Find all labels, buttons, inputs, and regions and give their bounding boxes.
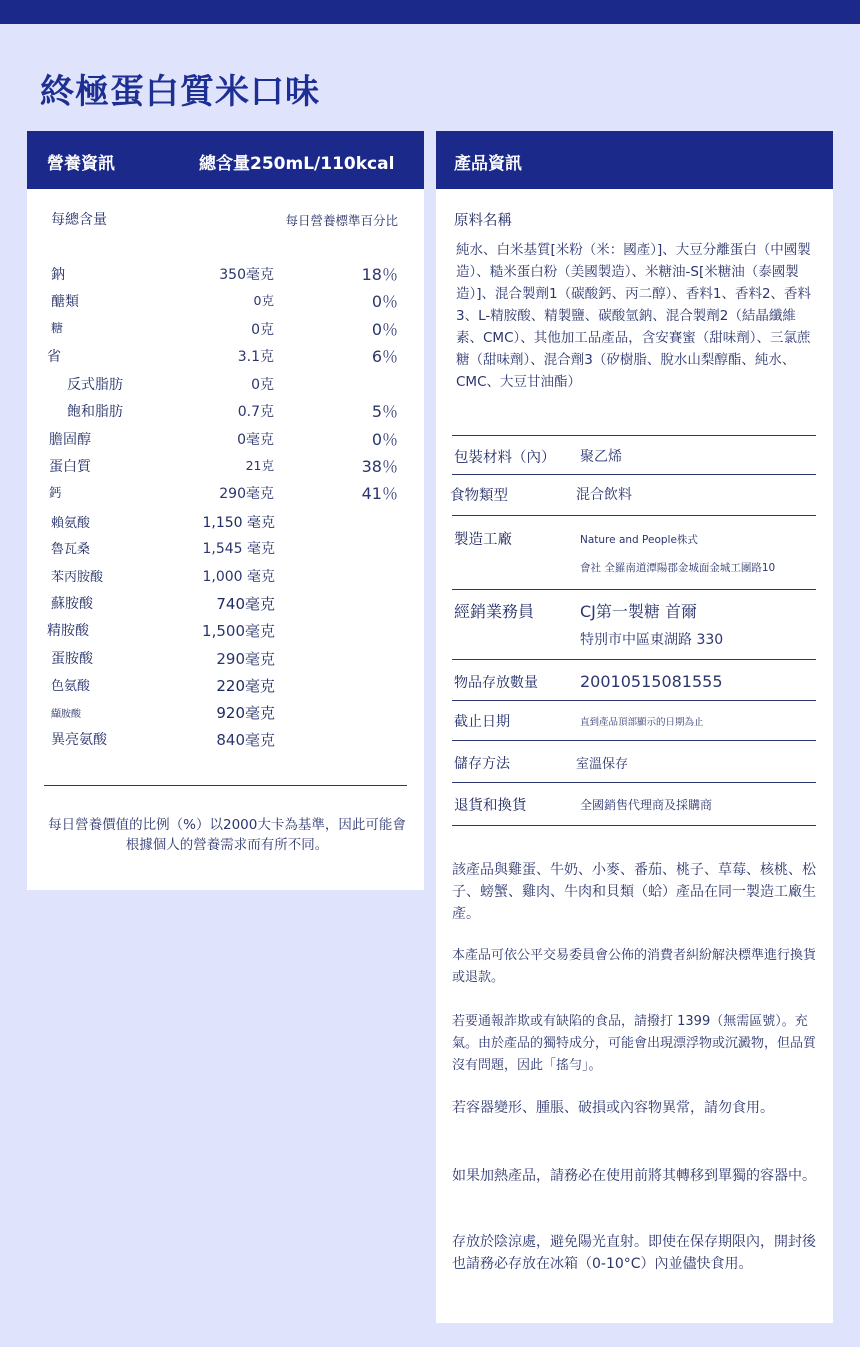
amino-acid-name: 賴氨酸 [51,516,91,531]
amino-acid-row [27,593,424,620]
nutrient-percent: 6％ [371,347,398,366]
container-note: 若容器變形、腫脹、破損或內容物異常，請勿食用。 [452,1100,774,1116]
amino-acid-amount: 220毫克 [216,677,275,695]
amino-acid-name: 魯瓦桑 [51,542,91,557]
amino-acid-amount: 1,000 毫克 [202,569,275,585]
allergen-note: 該產品與雞蛋、牛奶、小麥、番茄、桃子、草莓、核桃、松子、螃蟹、雞肉、牛肉和貝類（蛤）產品在同一製造工廠生產。 [452,862,816,922]
nutrient-percent: 5％ [371,402,398,421]
nutrient-amount: 3.1克 [237,349,274,365]
nutrient-name: 省 [47,349,61,365]
return-label: 退貨和換貨 [454,798,527,814]
nutrient-percent: 38％ [361,457,398,476]
storage-label: 儲存方法 [454,756,510,772]
info-divider [452,435,816,436]
nutrient-amount: 0毫克 [237,432,274,448]
food-type-label: 食物類型 [450,488,508,504]
distributor-value-line1: CJ第一製糖 首爾 [580,602,697,621]
info-divider [452,825,816,826]
product-header-label: 產品資訊 [454,154,522,174]
expiry-label: 截止日期 [454,714,510,730]
amino-acid-row [27,538,424,565]
nutrient-name: 糖 [51,321,64,335]
nutrient-row [27,429,424,456]
nutrient-name: 飽和脂肪 [67,404,123,420]
nutrient-percent: 0％ [371,430,398,449]
nutrition-total: 總含量250mL/110kcal [199,154,395,174]
info-divider [452,700,816,701]
stock-label: 物品存放數量 [454,675,538,691]
top-banner [0,0,860,24]
factory-value-line1: Nature and People株式 [580,534,698,546]
food-type-value: 混合飲料 [576,487,632,503]
product-panel [436,131,833,1323]
nutrition-header-label: 營養資訊 [47,154,115,174]
nutrient-row [27,291,424,318]
page-title: 終極蛋白質米口味 [40,72,320,112]
ingredients-label: 原料名稱 [454,213,512,229]
expiry-value: 直到產品頂部顯示的日期為止 [580,717,704,728]
amino-acid-row [27,512,424,539]
nutrient-percent: 18％ [361,265,398,284]
nutrient-row [27,346,424,373]
nutrient-amount: 0克 [253,293,274,308]
amino-acid-name: 異亮氨酸 [51,732,107,748]
distributor-value-line2: 特別市中區東湖路 330 [580,632,724,648]
heating-note: 如果加熱產品，請務必在使用前將其轉移到單獨的容器中。 [452,1168,816,1184]
stock-value: 20010515081555 [580,672,723,691]
packaging-value: 聚乙烯 [580,449,622,465]
amino-acid-row [27,648,424,675]
amino-acid-amount: 1,545 毫克 [202,541,275,557]
ingredients-text: 純水、白米基質[米粉（米：國產）]、大豆分離蛋白（中國製造）、糙米蛋白粉（美國製造）、米糖油-S[米糖油（泰國製造）]、混合製劑1（碳酸鈣、丙二醇）、香料1、香料2、香料3、L-精胺酸、精製鹽、碳酸氫鈉、混合製劑2（結晶纖維素、CMC）、其他加工品產品，含安賽蜜（甜味劑）、三氯蔗糖（甜味劑）、混合劑3（矽樹脂、脫水山梨醇酯、純水、CMC、大豆甘油酯） [456,242,812,390]
factory-label: 製造工廠 [454,532,512,548]
packaging-label: 包裝材料（內） [454,450,556,466]
amino-acid-name: 色氨酸 [51,679,91,694]
amino-acid-name: 纈胺酸 [51,709,81,720]
nutrition-header [27,131,424,189]
nutrient-amount: 290毫克 [219,486,274,502]
section-divider [44,785,407,786]
nutrient-name: 蛋白質 [49,459,91,475]
nutrient-row [27,456,424,483]
amino-acid-row [27,620,424,647]
amino-acid-name: 精胺酸 [47,623,89,639]
storage-value: 室溫保存 [576,757,629,772]
nutrient-row [27,483,424,510]
nutrient-amount: 350毫克 [219,267,274,283]
info-divider [452,515,816,516]
amino-acid-amount: 920毫克 [216,704,275,722]
info-divider [452,782,816,783]
distributor-label: 經銷業務員 [454,602,535,621]
amino-acid-amount: 1,150 毫克 [202,515,275,531]
daily-value-footnote: 每日營養價值的比例（%）以2000大卡為基準，因此可能會根據個人的營養需求而有所不同。 [48,817,406,853]
amino-acid-name: 蘇胺酸 [51,596,93,612]
info-divider [452,659,816,660]
factory-value-line2: 會社 全羅南道潭陽郡金城面金城工團路10 [580,562,776,574]
nutrient-amount: 0克 [251,322,274,338]
nutrient-row [27,401,424,428]
nutrient-name: 鈉 [51,267,65,283]
nutrient-amount: 21克 [245,458,274,473]
amino-acid-row [27,702,424,729]
column-header-daily-value: 每日營養標準百分比 [285,213,398,228]
amino-acid-amount: 290毫克 [216,650,275,668]
amino-acid-amount: 840毫克 [216,731,275,749]
nutrient-name: 醣類 [51,294,79,310]
amino-acid-row [27,566,424,593]
product-header [436,131,833,189]
amino-acid-amount: 740毫克 [216,595,275,613]
refund-note: 本產品可依公平交易委員會公佈的消費者糾紛解決標準進行換貨或退款。 [452,948,817,985]
nutrient-row [27,374,424,401]
nutrient-percent: 41％ [361,484,398,503]
report-note: 若要通報詐欺或有缺陷的食品，請撥打 1399（無需區號）。充氣。由於產品的獨特成分，可能會出現漂浮物或沉澱物，但品質沒有問題，因此「搖勻」。 [452,1014,817,1073]
info-divider [452,740,816,741]
info-divider [452,589,816,590]
info-divider [452,474,816,475]
amino-acid-name: 蛋胺酸 [51,651,93,667]
nutrient-amount: 0克 [251,377,274,393]
amino-acid-row [27,675,424,702]
nutrient-name: 鈣 [49,485,62,500]
nutrient-row [27,319,424,346]
nutrient-name: 膽固醇 [49,432,91,448]
return-value: 全國銷售代理商及採購商 [580,798,713,812]
nutrient-percent: 0％ [371,320,398,339]
amino-acid-amount: 1,500毫克 [202,622,275,640]
nutrition-panel [27,131,424,890]
column-header-amount: 每總含量 [51,212,107,228]
nutrient-percent: 0％ [371,292,398,311]
amino-acid-row [27,729,424,756]
nutrient-row [27,264,424,291]
nutrient-amount: 0.7克 [237,404,274,420]
amino-acid-name: 苯丙胺酸 [51,570,104,585]
storage-note: 存放於陰涼處，避免陽光直射。即使在保存期限內，開封後也請務必存放在冰箱（0-10°C）內並儘快食用。 [452,1234,816,1272]
nutrient-name: 反式脂肪 [67,377,123,393]
